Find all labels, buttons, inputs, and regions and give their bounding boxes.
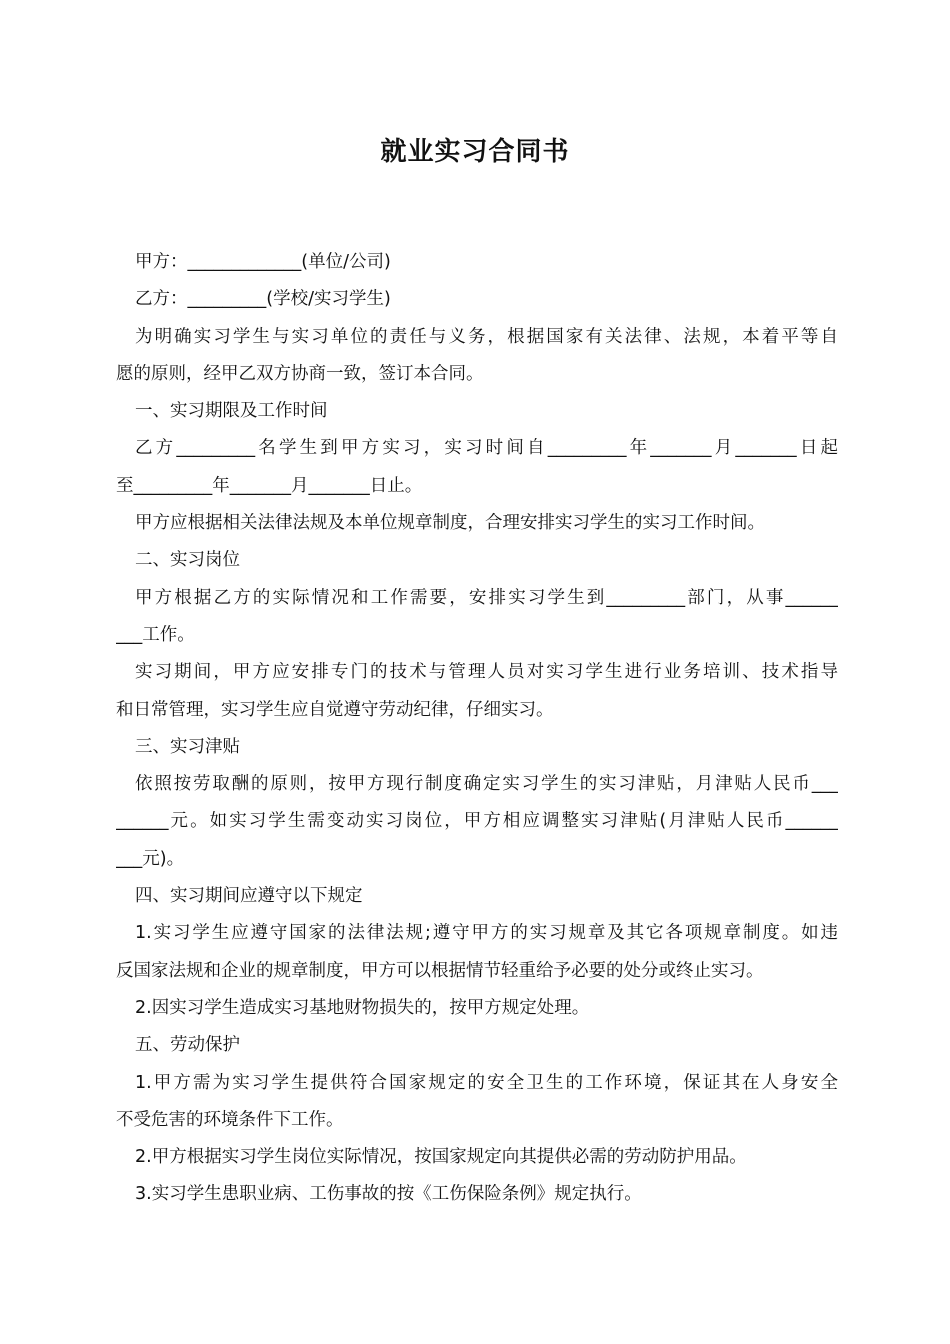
clause-line: 不受危害的环境条件下工作。 [116,1109,344,1130]
clause-line: 反国家法规和企业的规章制度，甲方可以根据情节轻重给予必要的处分或终止实习。 [116,960,764,981]
section-heading: 四、实习期间应遵守以下规定 [135,886,363,907]
party-a-line: 甲方：_____________(单位/公司) [135,252,391,272]
section-heading: 五、劳动保护 [135,1035,240,1056]
clause-line: 1.实习学生应遵守国家的法律法规;遵守甲方的实习规章及其它各项规章制度。如违 [135,923,838,944]
clause-line: 甲方应根据相关法律法规及本单位规章制度，合理安排实习学生的实习工作时间。 [135,513,765,534]
section-heading: 二、实习岗位 [135,550,240,571]
preamble-line: 为明确实习学生与实习单位的责任与义务，根据国家有关法律、法规，本着平等自 [135,326,838,347]
clause-line: 实习期间，甲方应安排专门的技术与管理人员对实习学生进行业务培训、技术指导 [135,662,838,683]
clause-line: 1.甲方需为实习学生提供符合国家规定的安全卫生的工作环境，保证其在人身安全 [135,1072,838,1093]
clause-line: 乙方_________名学生到甲方实习，实习时间自_________年_______月_______日起 [135,438,838,459]
clause-line: 和日常管理，实习学生应自觉遵守劳动纪律，仔细实习。 [116,699,554,720]
clause-line: 至_________年_______月_______日止。 [116,475,423,496]
clause-line: 甲方根据乙方的实际情况和工作需要，安排实习学生到_________部门，从事______ [135,587,838,608]
clause-line: ___工作。 [116,624,195,645]
section-heading: 三、实习津贴 [135,736,240,757]
document-body [116,244,838,1214]
document-title: 就业实习合同书 [380,137,570,167]
section-heading: 一、实习期限及工作时间 [135,401,328,422]
clause-line: 依照按劳取酬的原则，按甲方现行制度确定实习学生的实习津贴，月津贴人民币___ [135,774,838,795]
clause-line: 2.因实习学生造成实习基地财物损失的，按甲方规定处理。 [135,997,590,1018]
clause-line: ___元)。 [116,848,185,869]
clause-line: ______元。如实习学生需变动实习岗位，甲方相应调整实习津贴(月津贴人民币______ [116,811,838,832]
preamble-line: 愿的原则，经甲乙双方协商一致，签订本合同。 [116,363,484,384]
clause-line: 3.实习学生患职业病、工伤事故的按《工伤保险条例》规定执行。 [135,1184,642,1205]
party-b-line: 乙方：_________(学校/实习学生) [135,289,391,310]
clause-line: 2.甲方根据实习学生岗位实际情况，按国家规定向其提供必需的劳动防护用品。 [135,1147,747,1168]
